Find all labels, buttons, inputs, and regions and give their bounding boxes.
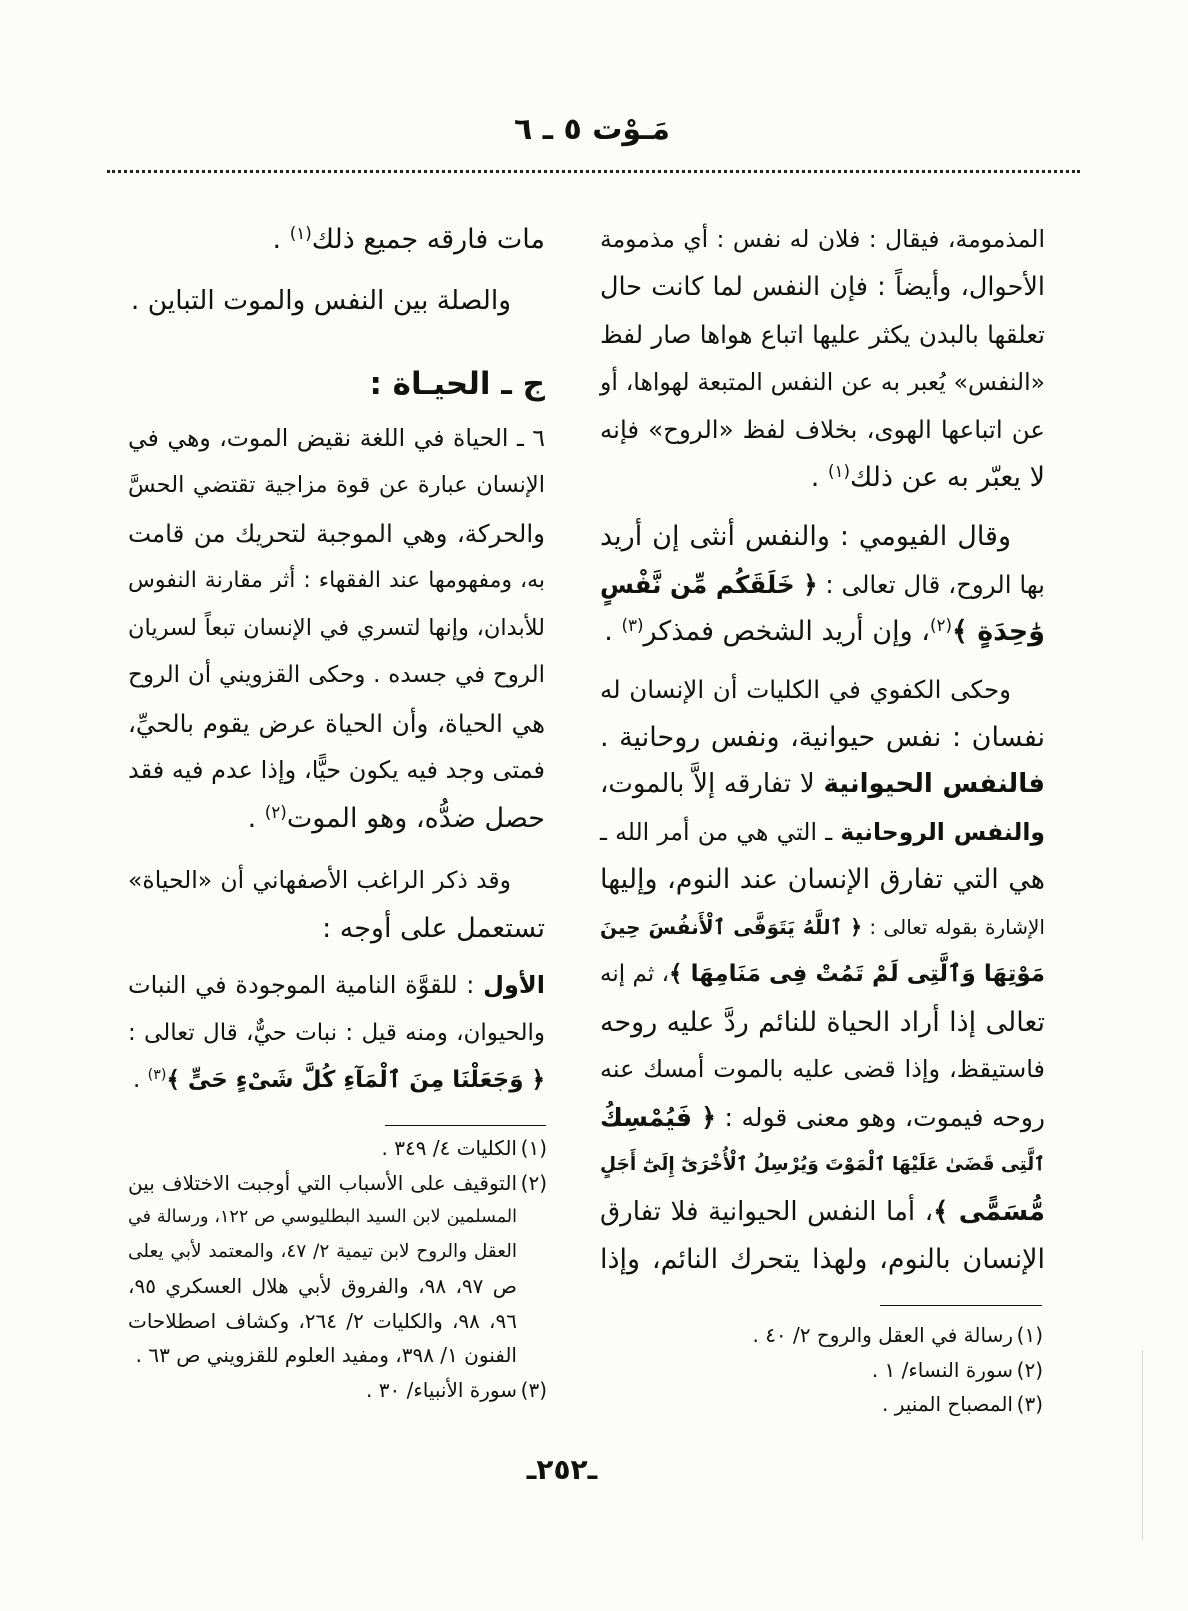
text-run: فمتى وجد فيه يكون حيًّا، وإذا عدم فيه فقد (128, 756, 545, 784)
quran-verse: وَٰحِدَةٍ ﴾ (952, 616, 1045, 647)
footnote-line: المصباح المنير . (882, 1392, 1013, 1416)
text-run: «النفس» يُعبر به عن النفس المتبعة لهواها، أو (600, 367, 1045, 396)
text-run: الإشارة بقوله تعالى : (861, 914, 1045, 939)
text-run: الإنسان بالنوم، ولهذا يتحرك النائم، وإذا (600, 1244, 1045, 1275)
text-run: عن اتباعها الهوى، بخلاف لفظ «الروح» فإنه (600, 415, 1045, 444)
text-line (600, 666, 1045, 714)
right-column (600, 216, 1045, 1284)
text-line (600, 1046, 1045, 1094)
footnote-text (600, 1387, 1013, 1422)
footnote-number: (٢) (1016, 1357, 1043, 1382)
scan-edge-line (1142, 1350, 1143, 1540)
footnote (600, 1387, 1043, 1422)
text-line (128, 1010, 545, 1058)
footnote-number: (٣) (1016, 1392, 1043, 1416)
footnote-ref: (٣) (147, 1067, 167, 1084)
text-run: الأحوال، وأيضاً : فإن النفس لما كانت حال (600, 271, 1045, 302)
text-line (128, 216, 545, 264)
text-run: وقال الفيومي : والنفس أنثى إن أريد (600, 521, 1011, 552)
footnote-text (128, 1373, 517, 1408)
text-run: لا يعبّر به عن ذلك (850, 461, 1045, 493)
footnote-ref: (٣) (621, 614, 644, 635)
text-run: . (604, 616, 622, 647)
section-heading: ج ـ الحيـاة : (369, 365, 545, 402)
footnote-number: (١) (520, 1136, 547, 1160)
text-line (600, 904, 1045, 952)
text-line (600, 359, 1045, 407)
footnote-ref: (٢) (264, 801, 287, 822)
footnote-number: (٣) (520, 1377, 547, 1402)
quran-verse: مُّسَمًّى ﴾ (933, 1196, 1046, 1227)
text-run: . (272, 224, 290, 255)
footnote (128, 1131, 547, 1166)
text-run: ، ثم إنه (600, 961, 670, 987)
quran-verse: مَوْتِهَا وَٱلَّتِى لَمْ تَمُتْ فِى مَنَامِهَا ﴾ (669, 961, 1045, 987)
paragraph (128, 216, 545, 264)
text-run: والصلة بين النفس والموت التباين . (130, 285, 511, 316)
page-number: ـ٢٥٢ـ (526, 1453, 598, 1486)
text-run: ٦ ـ الحياة في اللغة نقيض الموت، وهي في (128, 423, 545, 452)
text-line (128, 462, 545, 510)
text-run: الروح في جسده . وحكى القزويني أن الروح (128, 662, 545, 688)
text-run: تعالى إذا أراد الحياة للنائم ردَّ عليه روحه (600, 1006, 1045, 1038)
text-line (128, 557, 545, 605)
text-run: لا تفارقه إلاَّ بالموت، (600, 769, 824, 799)
text-run: فاستيقظ، وإذا قضى عليه بالموت أمسك عنه (600, 1055, 1045, 1083)
footnote-text (600, 1353, 1013, 1388)
footnote-line: العقل والروح لابن تيمية ٢/ ٤٧، والمعتمد لأبي يعلى (128, 1240, 517, 1262)
text-run: هي التي تفارق الإنسان عند النوم، وإليها (600, 864, 1045, 895)
text-line (600, 561, 1045, 609)
footnote-text (128, 1131, 517, 1166)
footnotes-left (128, 1131, 547, 1407)
text-run: حصل ضدُّه، وهو الموت (286, 802, 545, 834)
quran-verse: ﴿ وَجَعَلْنَا مِنَ ٱلْمَآءِ كُلَّ شَىْءٍ حَىٍّ ﴾ (166, 1067, 545, 1093)
text-line (128, 605, 545, 653)
text-run: . (133, 1067, 148, 1093)
footnote-line: الفنون ١/ ٣٩٨، ومفيد العلوم للقزويني ص ٦٣ . (135, 1343, 517, 1367)
text-run: ، وإن أريد الشخص فمذكر (643, 616, 930, 647)
text-line (600, 999, 1045, 1047)
footnote (600, 1318, 1043, 1353)
paragraph (128, 962, 545, 1105)
text-run: روحه فيموت، وهو معنى قوله : (716, 1102, 1045, 1132)
footnote-line: الكليات ٤/ ٣٤٩ . (381, 1136, 517, 1160)
text-line (128, 700, 545, 748)
running-head: مَـوْت ٥ ـ ٦ (513, 112, 670, 147)
text-run: . (247, 802, 265, 834)
text-run: تستعمل على أوجه : (322, 912, 545, 944)
text-line (128, 1057, 545, 1105)
footnote-text (600, 1318, 1013, 1353)
text-line (600, 809, 1045, 857)
footnote (128, 1373, 547, 1408)
footnote-line: سورة الأنبياء/ ٣٠ . (366, 1377, 517, 1402)
footnote-line: سورة النساء/ ١ . (871, 1357, 1013, 1382)
paragraph (128, 857, 545, 952)
footnote (128, 1166, 547, 1373)
text-line (600, 856, 1045, 904)
text-run: ، أما النفس الحيوانية فلا تفارق (600, 1196, 934, 1227)
text-line (600, 311, 1045, 359)
footnote-number: (١) (1016, 1323, 1043, 1347)
text-line (600, 513, 1045, 561)
footnote-line: التوقيف على الأسباب التي أوجبت الاختلاف بين (128, 1170, 517, 1195)
paragraph (128, 277, 545, 325)
text-line (128, 795, 545, 843)
text-line (128, 905, 545, 953)
paragraph (600, 513, 1045, 656)
quran-verse: ﴿ فَيُمْسِكُ (600, 1102, 716, 1132)
text-line (600, 951, 1045, 999)
footnote (600, 1353, 1043, 1388)
text-line (600, 761, 1045, 809)
text-line (128, 857, 545, 905)
text-line (600, 1141, 1045, 1189)
text-line (128, 415, 545, 463)
text-line (128, 652, 545, 700)
text-run: وحكى الكفوي في الكليات أن الإنسان له (600, 675, 1011, 704)
footnote-line: المسلمين لابن السيد البطليوسي ص ١٢٢، ورسالة في (128, 1207, 517, 1227)
text-line (128, 962, 545, 1010)
left-column (128, 216, 545, 1105)
bold-term: الأول (483, 971, 545, 999)
text-run: به، ومفهومها عند الفقهاء : أثر مقارنة النفوس (128, 568, 545, 593)
footnote-ref: (١) (289, 222, 312, 243)
quran-verse: ﴿ خَلَقَكُم مِّن نَّفْسٍ (600, 569, 818, 599)
text-run: والحيوان، ومنه قيل : نبات حيٌّ، قال تعالى : (128, 1019, 545, 1046)
paragraph (128, 415, 545, 843)
header-dotted-rule (107, 170, 1080, 173)
text-run: والحركة، وهي الموجبة لتحريك من قامت (128, 518, 545, 548)
text-line (600, 1236, 1045, 1284)
text-run: وقد ذكر الراغب الأصفهاني أن «الحياة» (128, 866, 511, 894)
text-line (600, 454, 1045, 502)
text-run: . (810, 461, 828, 493)
paragraph (600, 216, 1045, 501)
footnote-line: ٩٦، ٩٨، والكليات ٢/ ٢٦٤، وكشاف اصطلاحات (128, 1308, 517, 1333)
quran-verse: ٱلَّتِى قَضَىٰ عَلَيْهَا ٱلْمَوْتَ وَيُرْسِلُ ٱلْأُخْرَىٰٓ إِلَىٰٓ أَجَلٍ (600, 1154, 1045, 1175)
text-line (128, 510, 545, 558)
text-line (128, 277, 545, 325)
text-run: هي الحياة، وأن الحياة عرض يقوم بالحيِّ، (128, 708, 545, 738)
footnote-separator (880, 1305, 1042, 1306)
text-line (600, 714, 1045, 762)
text-run: المذمومة، فيقال : فلان له نفس : أي مذمومة (600, 225, 1045, 253)
text-run: الإنسان عبارة عن قوة مزاجية تقتضي الحسَّ (128, 472, 545, 498)
text-run: ـ التي هي من أمر الله ـ (600, 817, 841, 846)
footnote-ref: (٢) (929, 614, 952, 635)
footnotes-right (600, 1318, 1043, 1422)
paragraph (600, 666, 1045, 1284)
footnote-line: رسالة في العقل والروح ٢/ ٤٠ . (752, 1323, 1013, 1347)
text-line (600, 608, 1045, 656)
footnote-line: ص ٩٧، ٩٨، والفروق لأبي هلال العسكري ٩٥، (128, 1274, 517, 1298)
text-run: للأبدان، وإنها لتسري في الإنسان تبعاً لسريان (128, 614, 545, 641)
text-run: تعلقها بالبدن يكثر عليها اتباع هواها صار لفظ (600, 320, 1045, 349)
text-line (128, 747, 545, 795)
text-line (600, 1094, 1045, 1142)
quran-verse: ﴿ ٱللَّهُ يَتَوَفَّى ٱلْأَنفُسَ حِينَ (600, 914, 862, 939)
text-line (600, 1189, 1045, 1237)
bold-term: فالنفس الحيوانية (823, 769, 1045, 799)
footnote-text (128, 1166, 517, 1373)
footnote-separator (385, 1125, 546, 1126)
text-line (600, 406, 1045, 454)
text-run: مات فارقه جميع ذلك (311, 224, 545, 255)
text-run: نفسان : نفس حيوانية، ونفس روحانية . (600, 721, 1045, 753)
footnote-number: (٢) (520, 1170, 547, 1195)
text-line (600, 216, 1045, 264)
footnote-ref: (١) (827, 460, 851, 481)
bold-term: والنفس الروحانية (840, 817, 1045, 846)
text-run: بها الروح، قال تعالى : (817, 569, 1045, 599)
text-run: : للقوَّة النامية الموجودة في النبات (128, 971, 484, 999)
text-line (600, 264, 1045, 312)
